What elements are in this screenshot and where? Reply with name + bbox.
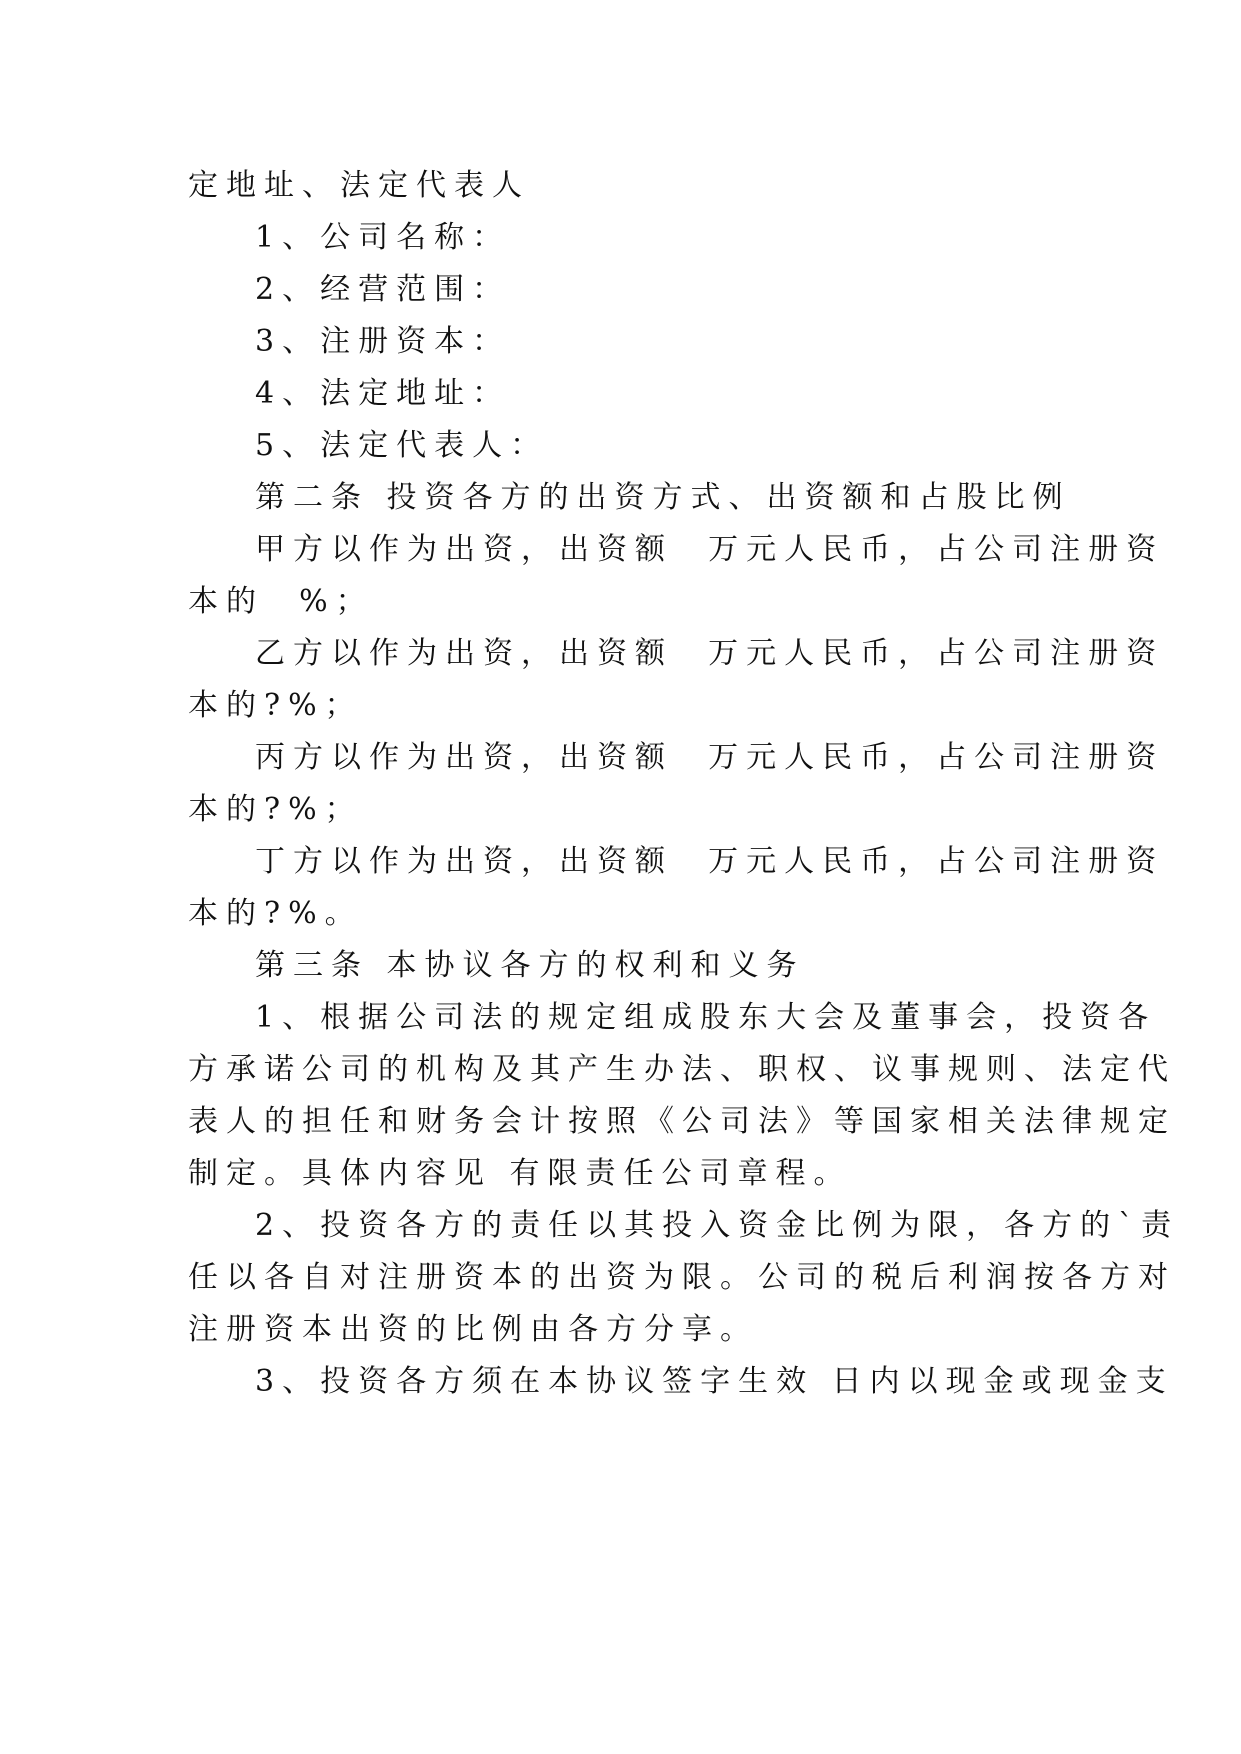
text-line: 丙方以作为出资，出资额 万元人民币，占公司注册资: [255, 740, 1165, 775]
text-line: 方承诺公司的机构及其产生办法、职权、议事规则、法定代: [188, 1052, 1176, 1087]
text-line: 甲方以作为出资，出资额 万元人民币，占公司注册资: [255, 532, 1165, 567]
section-heading: 第三条 本协议各方的权利和义务: [255, 948, 805, 983]
text-line: 任以各自对注册资本的出资为限。公司的税后利润按各方对: [188, 1260, 1176, 1295]
text-line: 2、投资各方的责任以其投入资金比例为限，各方的`责: [255, 1208, 1180, 1243]
text-line: 本的 %；: [188, 584, 374, 619]
text-line: 制定。具体内容见 有限责任公司章程。: [188, 1156, 852, 1191]
text-line: 本的?%；: [188, 792, 363, 827]
text-line: 1、公司名称：: [255, 220, 511, 255]
text-line: 3、投资各方须在本协议签字生效 日内以现金或现金支: [255, 1364, 1174, 1399]
text-line: 注册资本出资的比例由各方分享。: [188, 1312, 758, 1347]
text-line: 3、注册资本：: [255, 324, 511, 359]
text-line: 本的?%。: [188, 896, 363, 931]
text-line: 4、法定地址：: [255, 376, 511, 411]
text-line: 5、法定代表人：: [255, 428, 549, 463]
text-line: 表人的担任和财务会计按照《公司法》等国家相关法律规定: [188, 1104, 1176, 1139]
text-line: 丁方以作为出资，出资额 万元人民币，占公司注册资: [255, 844, 1165, 879]
text-line: 1、根据公司法的规定组成股东大会及董事会，投资各: [255, 1000, 1157, 1035]
text-line: 乙方以作为出资，出资额 万元人民币，占公司注册资: [255, 636, 1165, 671]
section-heading: 第二条 投资各方的出资方式、出资额和占股比例: [255, 480, 1071, 515]
text-line: 本的?%；: [188, 688, 363, 723]
text-line: 定地址、法定代表人: [188, 168, 530, 203]
text-line: 2、经营范围：: [255, 272, 511, 307]
